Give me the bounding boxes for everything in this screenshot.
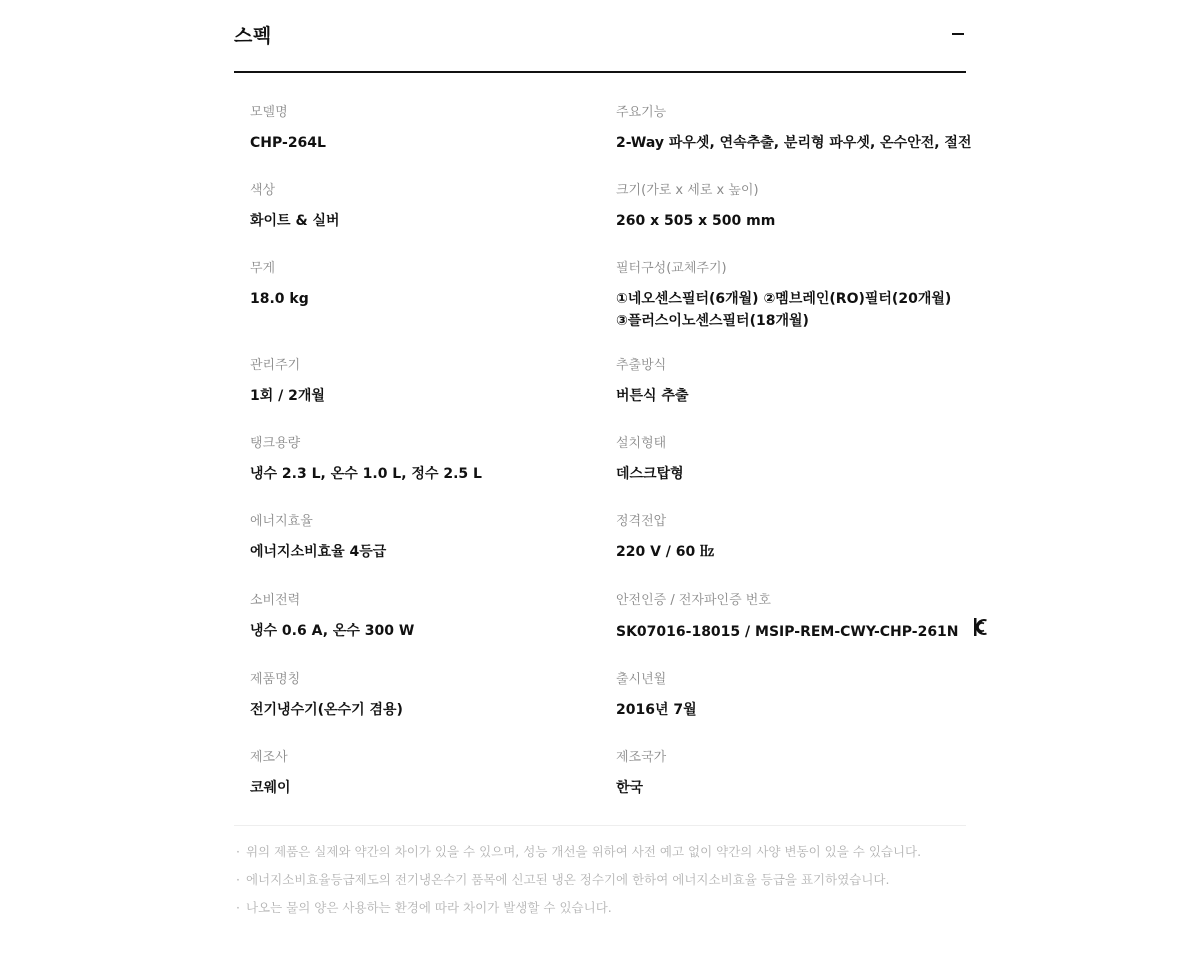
spec-label: 소비전력 (250, 593, 301, 608)
spec-label: 필터구성(교체주기) (616, 261, 727, 276)
note-item (236, 838, 966, 866)
note-item (236, 866, 966, 894)
spec-item-energy (250, 513, 386, 563)
spec-label: 모델명 (250, 105, 288, 120)
spec-label: 정격전압 (616, 514, 667, 529)
spec-item-filters (616, 260, 951, 332)
spec-value: 버튼식 추출 (616, 388, 689, 404)
spec-item-model (250, 104, 326, 154)
spec-item-maintenance (250, 357, 325, 407)
spec-value: 데스크탑형 (616, 466, 684, 482)
note-text: 에너지소비효율등급제도의 전기냉온수기 품목에 신고된 냉온 정수기에 한하여 에너지소비효율 등급을 표기하였습니다. (245, 872, 890, 887)
spec-value: 코웨이 (250, 780, 291, 796)
spec-value: 18.0 kg (250, 291, 309, 307)
spec-item-weight (250, 260, 309, 310)
spec-value: 에너지소비효율 4등급 (250, 544, 387, 560)
spec-value: 2-Way 파우셋, 연속추출, 분리형 파우셋, 온수안전, 절전 (616, 135, 972, 151)
spec-label: 제조국가 (616, 750, 667, 765)
minus-icon (952, 33, 964, 35)
spec-item-tank (250, 435, 482, 485)
spec-item-release (616, 671, 697, 721)
certification-number: SK07016-18015 / MSIP-REM-CWY-CHP-261N (616, 624, 959, 640)
spec-item-product-name (250, 671, 403, 721)
spec-label: 출시년월 (616, 672, 667, 687)
spec-section (234, 0, 972, 796)
spec-label: 제품명칭 (250, 672, 301, 687)
spec-item-size (616, 182, 775, 232)
spec-value: CHP-264L (250, 135, 326, 151)
bullet: · (236, 844, 240, 859)
spec-item-features (616, 104, 971, 154)
spec-label: 추출방식 (616, 358, 667, 373)
spec-value: 2016년 7월 (616, 702, 697, 718)
collapse-button[interactable] (946, 22, 966, 44)
spec-value: 냉수 2.3 L, 온수 1.0 L, 정수 2.5 L (250, 466, 482, 482)
spec-value (616, 288, 951, 332)
spec-item-install (616, 435, 684, 485)
notes-list (236, 838, 966, 922)
spec-label: 무게 (250, 261, 276, 276)
spec-value: 전기냉수기(온수기 겸용) (250, 702, 403, 718)
spec-value: 1회 / 2개월 (250, 388, 325, 404)
notes-divider (234, 825, 966, 826)
kc-mark-icon (973, 617, 989, 644)
spec-label: 색상 (250, 183, 276, 198)
spec-label: 관리주기 (250, 358, 301, 373)
spec-item-dispense (616, 357, 689, 407)
spec-label: 크기(가로 x 세로 x 높이) (616, 183, 759, 198)
note-item (236, 894, 966, 922)
spec-item-power (250, 592, 414, 642)
spec-value: 화이트 & 실버 (250, 213, 340, 229)
spec-label: 주요기능 (616, 105, 667, 120)
spec-value (616, 620, 989, 644)
spec-label: 안전인증 / 전자파인증 번호 (616, 593, 771, 608)
bullet: · (236, 900, 240, 915)
spec-label: 탱크용량 (250, 436, 301, 451)
spec-label: 제조사 (250, 750, 288, 765)
note-text: 위의 제품은 실제와 약간의 차이가 있을 수 있으며, 성능 개선을 위하여 사전 예고 없이 약간의 사양 변동이 있을 수 있습니다. (245, 844, 922, 859)
filter-line-1: ①네오센스필터(6개월) ②멤브레인(RO)필터(20개월) (616, 291, 952, 307)
spec-label: 에너지효율 (250, 514, 313, 529)
spec-item-certification (616, 592, 989, 644)
bullet: · (236, 872, 240, 887)
spec-value: 260 x 505 x 500 mm (616, 213, 776, 229)
spec-item-voltage (616, 513, 714, 563)
spec-item-color (250, 182, 340, 232)
spec-item-manufacturer (250, 749, 291, 799)
spec-value: 220 V / 60 ㎐ (616, 544, 715, 560)
filter-line-2: ③플러스이노센스필터(18개월) (616, 313, 809, 329)
spec-label: 설치형태 (616, 436, 667, 451)
spec-item-country (616, 749, 666, 799)
spec-value: 한국 (616, 780, 644, 796)
spec-header[interactable] (234, 0, 966, 73)
note-text: 나오는 물의 양은 사용하는 환경에 따라 차이가 발생할 수 있습니다. (245, 900, 612, 915)
spec-value: 냉수 0.6 A, 온수 300 W (250, 623, 415, 639)
section-title: 스펙 (234, 25, 272, 47)
